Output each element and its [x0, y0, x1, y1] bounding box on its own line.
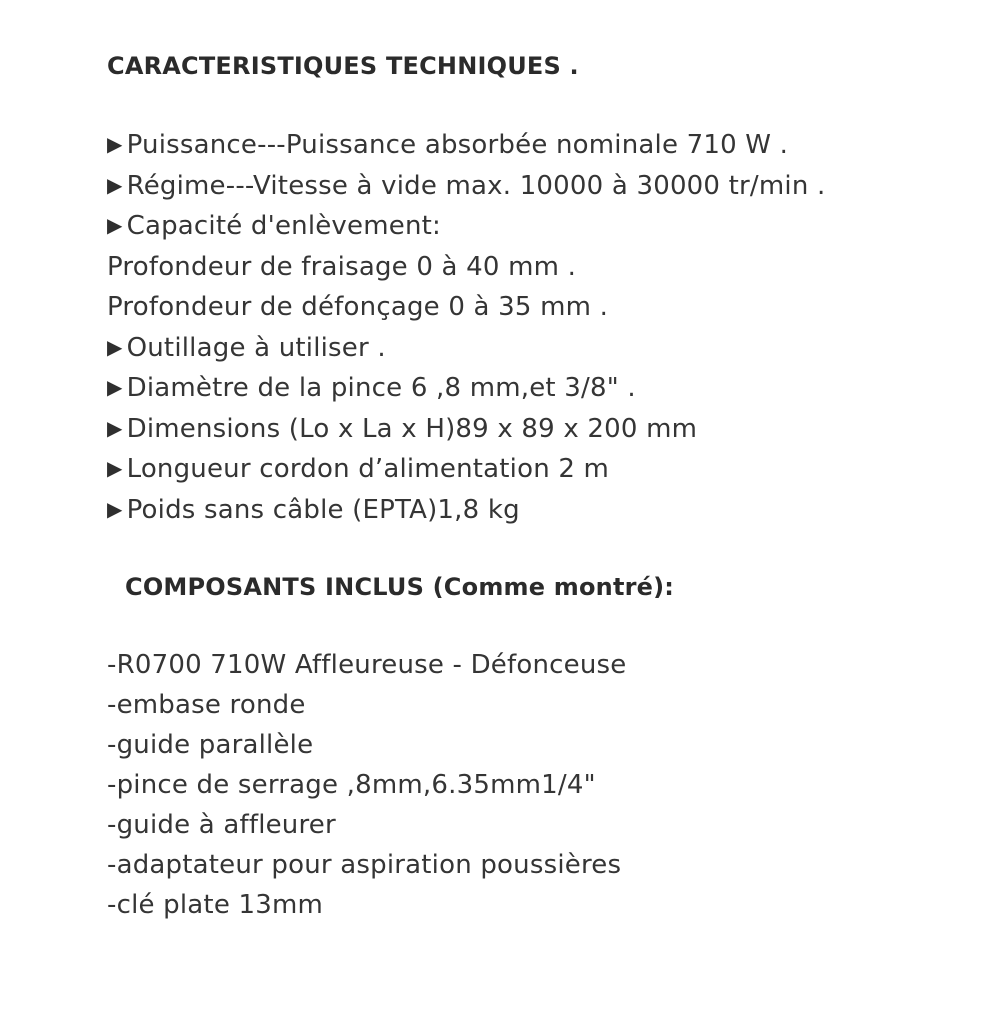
spec-text: Dimensions (Lo x La x H)89 x 89 x 200 mm: [126, 413, 698, 444]
bullet-arrow-icon: ▶: [107, 213, 123, 237]
spec-line: [107, 373, 636, 403]
spec-line: [107, 171, 825, 201]
bullet-arrow-icon: ▶: [107, 456, 123, 480]
component-item: -clé plate 13mm: [107, 890, 324, 920]
bullet-arrow-icon: ▶: [107, 334, 123, 359]
component-item: -guide parallèle: [107, 730, 314, 760]
spec-line: [107, 414, 697, 444]
spec-line: [107, 130, 788, 160]
spec-text: Outillage à utiliser .: [126, 332, 386, 363]
spec-line: [107, 252, 576, 282]
spec-text: Puissance---Puissance absorbée nominale 710 W .: [126, 130, 789, 160]
spec-line: [107, 211, 441, 241]
spec-line: [107, 454, 609, 484]
bullet-arrow-icon: ▶: [107, 375, 123, 399]
component-item: -pince de serrage ,8mm,6.35mm1/4": [107, 770, 596, 800]
bullet-arrow-icon: ▶: [107, 132, 123, 156]
component-item: -embase ronde: [107, 690, 306, 720]
spec-line: [107, 292, 608, 322]
spec-text: Régime---Vitesse à vide max. 10000 à 30000 tr/min .: [126, 170, 826, 201]
spec-text: Diamètre de la pince 6 ,8 mm,et 3/8" .: [126, 373, 636, 403]
spec-line: [107, 333, 386, 363]
spec-text: Profondeur de défonçage 0 à 35 mm .: [107, 292, 609, 322]
bullet-arrow-icon: ▶: [107, 496, 123, 521]
spec-text: Longueur cordon d’alimentation 2 m: [126, 454, 610, 484]
component-item: -adaptateur pour aspiration poussières: [107, 850, 622, 880]
component-item: -R0700 710W Affleureuse - Défonceuse: [107, 650, 627, 680]
components-heading: COMPOSANTS INCLUS (Comme montré):: [125, 573, 675, 601]
spec-text: Profondeur de fraisage 0 à 40 mm .: [107, 251, 577, 282]
component-item: -guide à affleurer: [107, 810, 336, 840]
bullet-arrow-icon: ▶: [107, 172, 123, 197]
spec-text: Capacité d'enlèvement:: [126, 211, 441, 241]
spec-text: Poids sans câble (EPTA)1,8 kg: [126, 494, 520, 525]
specs-heading: CARACTERISTIQUES TECHNIQUES .: [107, 52, 579, 80]
spec-line: [107, 495, 520, 525]
bullet-arrow-icon: ▶: [107, 415, 123, 440]
